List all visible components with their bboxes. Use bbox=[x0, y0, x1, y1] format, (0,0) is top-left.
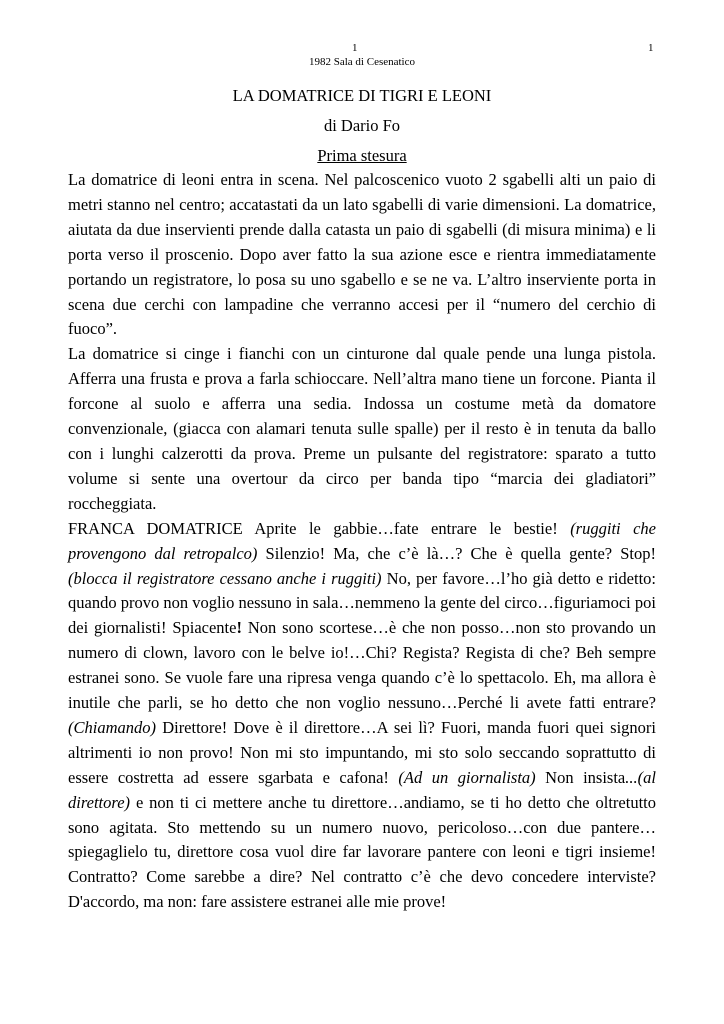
dialogue-text: e non ti ci mettere anche tu direttore…andiamo, se ti ho detto che oltretutto sono agitata. Sto mettendo su un numero nuovo, pericoloso…con due pantere…spiegaglielo tu, direttore cosa vuol dire far lavorare pantere con leoni e tigri insieme! Contratto? Come sarebbe a dire? Nel contratto c’è che devo concedere interviste? D'accordo, ma non: fare assistere estranei alle mie prove! bbox=[68, 792, 656, 912]
dialogue-text: Direttore! Dove è il direttore…A sei lì? Fuori, manda fuori quei signori altrimenti io non provo! Non mi sto impuntando, mi sto solo seccando soprattutto di essere costretta ad essere sgarbata e cafona! bbox=[68, 717, 656, 787]
paragraph-stage-direction-2: La domatrice si cinge i fianchi con un cinturone dal quale pende una lunga pistola. Afferra una frusta e prova a farla schioccare. Nell’altra mano tiene un forcone. Pianta il forcone al suolo e afferra una sedia. Indossa un costume metà da domatore convenzionale, (giacca con alamari tenuta sulle spalle) per il resto è in tenuta da ballo con i lunghi calzerotti da prova. Preme un pulsante del registratore: sparato a tutto volume si sente una overtour da circo per banda tipo “marcia dei gladiatori” roccheggiata. bbox=[68, 344, 656, 513]
stage-direction-inline: ...(al direttore) bbox=[68, 767, 656, 812]
paragraph-dialogue bbox=[68, 517, 656, 916]
dialogue-text: Non insista bbox=[535, 767, 626, 787]
dialogue-text: Silenzio! Ma, che c’è là…? Che è quella gente? Stop! bbox=[257, 543, 656, 563]
dialogue-text: ! bbox=[236, 618, 242, 638]
stage-direction-inline: (Chiamando) bbox=[68, 717, 156, 737]
page-number-center: 1 bbox=[352, 42, 358, 54]
document-body bbox=[68, 168, 656, 915]
stage-direction-inline: (blocca il registratore cessano anche i ruggiti) bbox=[68, 568, 382, 588]
document-author: di Dario Fo bbox=[323, 116, 401, 135]
dialogue-text: Non sono scortese…è che non posso…non sto provando un numero di clown, lavoro con le belve io!…Chi? Regista? Regista di che? Beh sempre estranei sono. Se vuole fare una ripresa venga quando c’è lo spettacolo. Eh, ma allora è inutile che parli, se ho detto che non voglio nessuno…Perché li avete fatti entrare? bbox=[68, 618, 656, 713]
paragraph-stage-direction-1: La domatrice di leoni entra in scena. Nel palcoscenico vuoto 2 sgabelli alti un paio di metri stanno nel centro; accatastati da un lato sgabelli di varie dimensioni. La domatrice, aiutata da due inservienti prende dalla catasta un paio di sgabelli (di misura minima) e li porta verso il proscenio. Dopo aver fatto la sua azione esce e rientra immediatamente portando un registratore, lo posa su uno sgabello e se ne va. L’altro inserviente porta in scena due cerchi con lampadine che verranno accesi per il “numero del cerchio di fuoco”. bbox=[68, 170, 656, 339]
dialogue-text: FRANCA DOMATRICE Aprite le gabbie…fate entrare le bestie! bbox=[68, 518, 571, 538]
stage-direction-inline: (Ad un giornalista) bbox=[398, 767, 536, 787]
page-number-right: 1 bbox=[648, 42, 654, 54]
dialogue-text: No, per favore…l’ho già detto e ridetto: quando provo non voglio nessuno in sala…nemmeno la gente del circo…figuriamoci poi dei giornalisti! Spiacente bbox=[68, 568, 656, 638]
draft-label: Prima stesura bbox=[317, 146, 407, 165]
document-title: LA DOMATRICE DI TIGRI E LEONI bbox=[232, 86, 492, 105]
header-subtitle: 1982 Sala di Cesenatico bbox=[308, 56, 415, 68]
stage-direction-inline: (ruggiti che provengono dal retropalco) bbox=[68, 518, 656, 563]
